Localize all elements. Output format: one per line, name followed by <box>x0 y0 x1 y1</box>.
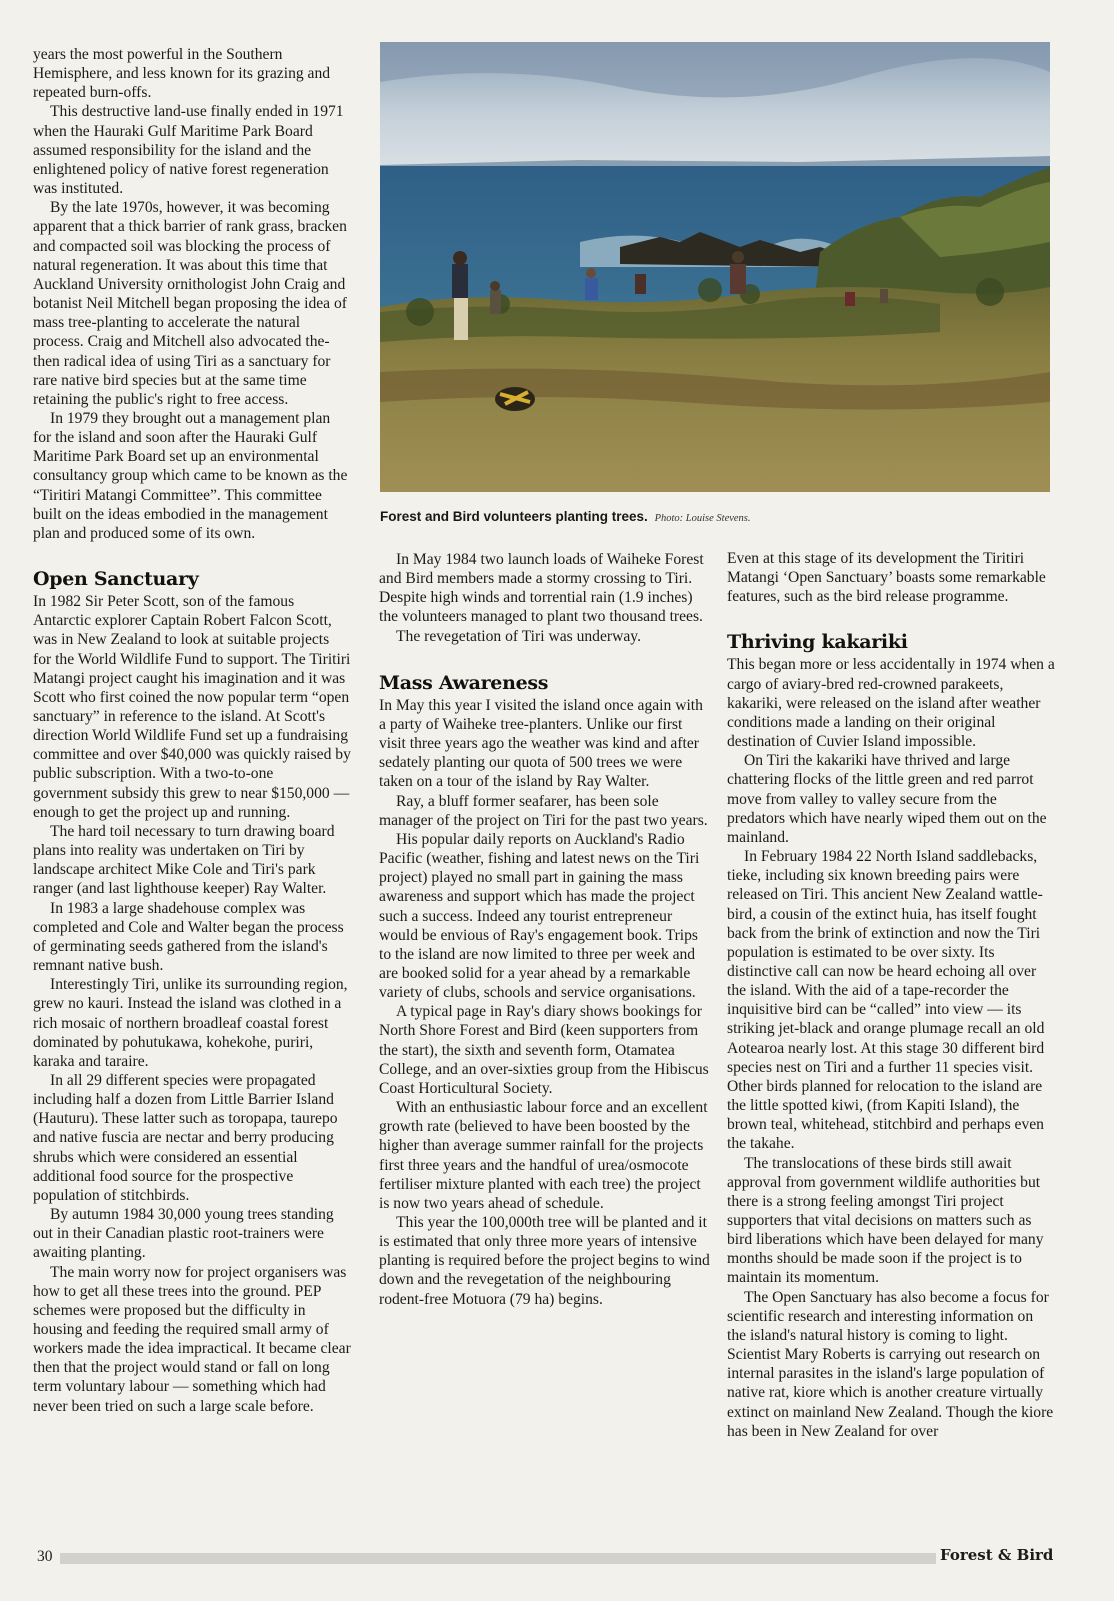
paragraph: On Tiri the kakariki have thrived and large chattering flocks of the little green and red parrot move from valley to valley secure from the predators which have nearly wiped them out on the mainland. <box>727 752 1047 846</box>
volunteers-photo <box>380 42 1050 492</box>
paragraph: In February 1984 22 North Island saddlebacks, tieke, including six known breeding pairs were released on Tiri. This ancient New Zealand wattle-bird, a cousin of the extinct huia, has itself fought back from the brink of extinction and now the Tiri population is estimated to be over sixty. Its distinctive call can now be heard echoing all over the island. With the aid of a tape-recorder the inquisitive bird can be “called” into view — its striking jet-black and orange plumage recall an old Aotearoa nearly lost. At this stage 30 different bird species nest on Tiri and a further 11 species visit. Other birds planned for relocation to the island are the little spotted kiwi, (from Kapiti Island), the brown teal, whitehead, stitchbird and perhaps even the takahe. <box>727 848 1045 1153</box>
magazine-name: Forest & Bird <box>940 1546 1054 1564</box>
page-number: 30 <box>37 1548 53 1565</box>
paragraph: In May 1984 two launch loads of Waiheke Forest and Bird members made a stormy crossing to Tiri. Despite high winds and torrential rain (1.9 inches) the volunteers managed to plant two thousand trees. <box>379 551 704 626</box>
article-column-2 <box>379 550 711 1309</box>
paragraph: This destructive land-use finally ended in 1971 when the Hauraki Gulf Maritime Park Board assumed responsibility for the island and the enlightened policy of native forest regeneration was instituted. <box>33 103 344 198</box>
paragraph: In May this year I visited the island once again with a party of Waiheke tree-planters. Unlike our first visit three years ago the weather was kind and after sedately planting our quota of 500 trees we were taken on a tour of the island by Ray Walter. <box>379 696 703 791</box>
section-heading-mass-awareness: Mass Awareness <box>379 671 549 694</box>
paragraph: The revegetation of Tiri was underway. <box>396 627 641 645</box>
paragraph: In 1979 they brought out a management plan for the island and soon after the Hauraki Gulf Maritime Park Board set up an environmental consultancy group which came to be known as the “Tiritiri Matangi Committee”. This committee built on the ideas embodied in the management plan and produced some of its own. <box>33 409 348 542</box>
section-heading-thriving-kakariki: Thriving kakariki <box>727 631 908 654</box>
photo-caption <box>380 509 1060 524</box>
paragraph: The translocations of these birds still await approval from government wildlife authorities but there is a strong feeling amongst Tiri project supporters that vital decisions on matters such as bird liberations which have been delayed for many months should be made soon if the project is to maintain its momentum. <box>727 1154 1044 1287</box>
paragraph: A typical page in Ray's diary shows bookings for North Shore Forest and Bird (keen supporters from the start), the sixth and seventh form, Otamatea College, and an over-sixties group from the Hibiscus Coast Horticultural Society. <box>379 1003 709 1097</box>
article-column-3 <box>727 549 1055 1441</box>
caption-text: Forest and Bird volunteers planting trees. <box>380 509 648 524</box>
paragraph: Even at this stage of its development the Tiritiri Matangi ‘Open Sanctuary’ boasts some remarkable features, such as the bird release programme. <box>727 550 1046 606</box>
article-column-1 <box>33 45 351 1416</box>
paragraph: By autumn 1984 30,000 young trees standing out in their Canadian plastic root-trainers were awaiting planting. <box>33 1206 334 1262</box>
section-heading-open-sanctuary: Open Sanctuary <box>33 568 199 591</box>
paragraph: By the late 1970s, however, it was becoming apparent that a thick barrier of rank grass, bracken and compacted soil was blocking the process of natural regeneration. It was about this time that Auckland University ornithologist John Craig and botanist Neil Mitchell began proposing the idea of mass tree-planting to accelerate the natural process. Craig and Mitchell also advocated the-then radical idea of using Tiri as a sanctuary for rare native bird species but at the same time retaining the public's right to free access. <box>33 199 347 408</box>
paragraph: The main worry now for project organisers was how to get all these trees into the ground. PEP schemes were proposed but the difficulty in housing and feeding the required small army of workers made the idea impractical. It became clear then that the project would stand or fall on long term voluntary labour — something which had never been tried on such a large scale before. <box>33 1263 351 1415</box>
paragraph: This began more or less accidentally in 1974 when a cargo of aviary-bred red-crowned parakeets, kakariki, were released on the island after weather conditions made a landing on their original destination of Cuvier Island impossible. <box>727 656 1055 751</box>
paragraph: With an enthusiastic labour force and an excellent growth rate (believed to have been boosted by the higher than average summer rainfall for the projects first three years and the handful of urea/osmocote fertiliser mixture planted with each tree) the project is now two years ahead of schedule. <box>379 1099 708 1212</box>
paragraph: In all 29 different species were propagated including half a dozen from Little Barrier Island (Hauturu). These latter such as toropapa, taurepo and native fuscia are nectar and berry producing shrubs which were considered an essential additional food source for the prospective population of stitchbirds. <box>33 1071 338 1204</box>
paragraph: This year the 100,000th tree will be planted and it is estimated that only three more years of intensive planting is required before the project begins to wind down and the revegetation of the neighbouring rodent-free Motuora (79 ha) begins. <box>379 1214 710 1308</box>
paragraph: Ray, a bluff former seafarer, has been sole manager of the project on Tiri for the past two years. <box>379 792 708 829</box>
photo-credit: Photo: Louise Stevens. <box>654 513 751 524</box>
paragraph: In 1982 Sir Peter Scott, son of the famous Antarctic explorer Captain Robert Falcon Scott, was in New Zealand to look at suitable projects for the World Wildlife Fund to support. The Tiritiri Matangi project caught his imagination and it was Scott who first coined the now popular term “open sanctuary” in reference to the island. At Scott's direction World Wildlife Fund set up a fundraising committee and over $40,000 was quickly raised by public subscription. With a two-to-one government subsidy this grew to near $150,000 — enough to get the project up and running. <box>33 593 351 821</box>
paragraph: Interestingly Tiri, unlike its surrounding region, grew no kauri. Instead the island was clothed in a rich mosaic of northern broadleaf coastal forest dominated by pohutukawa, kohekohe, puriri, karaka and taraire. <box>33 976 348 1070</box>
paragraph: years the most powerful in the Southern Hemisphere, and less known for its grazing and repeated burn-offs. <box>33 46 331 102</box>
paragraph: The hard toil necessary to turn drawing board plans into reality was undertaken on Tiri by landscape architect Mike Cole and Tiri's park ranger (and last lighthouse keeper) Ray Walter. <box>33 822 335 898</box>
paragraph: The Open Sanctuary has also become a focus for scientific research and interesting information on the island's natural history is coming to light. Scientist Mary Roberts is carrying out research on internal parasites in the island's large population of native rat, kiore which is another creature virtually extinct on mainland New Zealand. Though the kiore has been in New Zealand for over <box>727 1288 1054 1440</box>
paragraph: His popular daily reports on Auckland's Radio Pacific (weather, fishing and latest news on the Tiri project) played no small part in gaining the mass awareness and support which has made the project such a success. Indeed any tourist entrepreneur would be envious of Ray's engagement book. Trips to the island are now limited to three per week and are booked solid for a year ahead by a remarkable variety of clubs, schools and service organisations. <box>379 830 700 1002</box>
paragraph: In 1983 a large shadehouse complex was completed and Cole and Walter began the process of germinating seeds gathered from the island's remnant native bush. <box>33 899 344 975</box>
footer-rule <box>60 1553 936 1564</box>
